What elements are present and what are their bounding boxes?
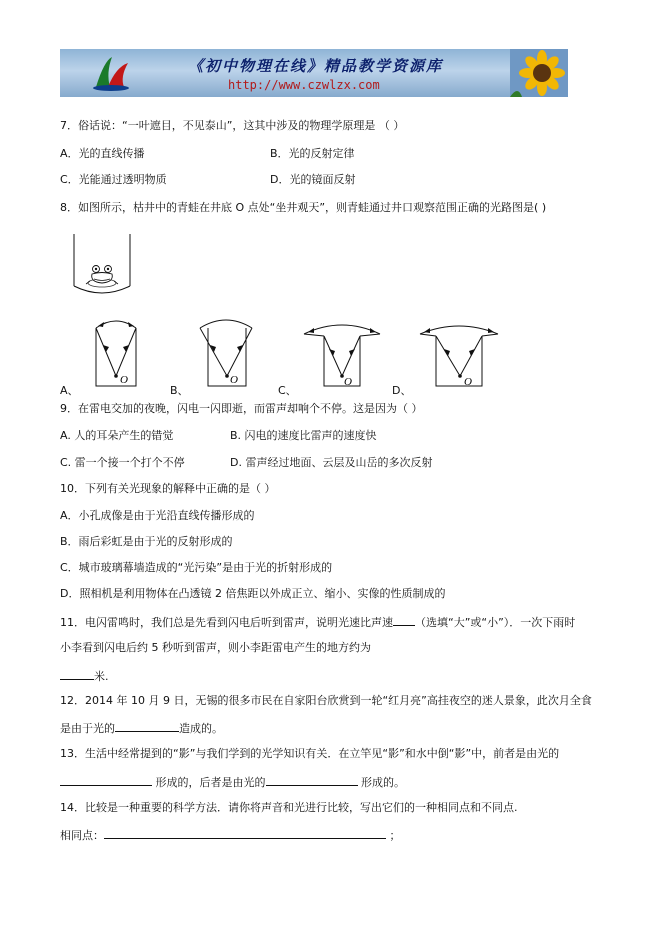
q11-blank-1[interactable]: [393, 614, 415, 626]
q14-stem: 14．比较是一种重要的科学方法．请你将声音和光进行比较，写出它们的一种相同点和不同点.: [60, 801, 518, 814]
logo-icon: [90, 53, 132, 93]
q8-label-b: B、: [170, 384, 189, 397]
q10-option-a: A．小孔成像是由于光沿直线传播形成的: [60, 509, 255, 522]
q8-diagram-d: [412, 312, 512, 392]
point-o-label: O: [464, 376, 472, 388]
q10-option-b: B．雨后彩虹是由于光的反射形成的: [60, 535, 233, 548]
q9-option-d: D. 雷声经过地面、云层及山岳的多次反射: [230, 456, 433, 469]
q13-line2: [60, 774, 405, 790]
well-frog-figure: [70, 232, 136, 300]
q11-part1: 11．电闪雷鸣时，我们总是先看到闪电后听到雷声，说明光速比声速: [60, 616, 393, 629]
q10-option-d: D．照相机是利用物体在凸透镜 2 倍焦距以外成正立、缩小、实像的性质制成的: [60, 587, 446, 600]
q9-option-b: B. 闪电的速度比雷声的速度快: [230, 429, 377, 442]
q10-option-c: C．城市玻璃幕墙造成的“光污染”是由于光的折射形成的: [60, 561, 333, 574]
q13-mid: 形成的，后者是由光的: [155, 776, 266, 789]
sunflower-icon: [510, 49, 568, 97]
q7-option-b: B．光的反射定律: [270, 147, 355, 160]
q12-line2: [60, 720, 223, 736]
q7-option-c: C．光能通过透明物质: [60, 173, 167, 186]
banner-title: 《初中物理在线》精品教学资源库: [188, 57, 444, 75]
banner-url: http://www.czwlzx.com: [228, 78, 380, 92]
point-o-label: O: [120, 374, 128, 386]
point-o-label: O: [344, 376, 352, 388]
q11-blank-2[interactable]: [60, 668, 94, 680]
q11-line1: [60, 614, 575, 630]
q8-stem: 8．如图所示，枯井中的青蛙在井底 O 点处“坐井观天”，则青蛙通过井口观察范围正确的光路图是( ): [60, 201, 547, 214]
q12-line1: 12．2014 年 10 月 9 日，无锡的很多市民在自家阳台欣赏到一轮“红月亮”高挂夜空的迷人景象，此次月全食: [60, 694, 592, 707]
q12-prefix: 是由于光的: [60, 722, 115, 735]
q11-line3: [60, 668, 109, 684]
q11-line2: 小李看到闪电后约 5 秒听到雷声，则小李距雷电产生的地方约为: [60, 641, 371, 654]
q9-option-c: C. 雷一个接一个打个不停: [60, 456, 185, 469]
q14-line2: [60, 827, 401, 843]
q8-diagram-c: [298, 312, 388, 392]
q8-diagram-b: [196, 312, 260, 392]
q8-label-c: C、: [278, 384, 297, 397]
q7-stem: 7．俗话说：“一叶遮目，不见泰山”，这其中涉及的物理学原理是 （ ）: [60, 119, 405, 132]
q8-label-a: A、: [60, 384, 79, 397]
q13-blank-2[interactable]: [266, 774, 358, 786]
point-o-label: O: [230, 374, 238, 386]
q9-stem: 9．在雷电交加的夜晚，闪电一闪即逝，而雷声却响个不停。这是因为（ ）: [60, 402, 423, 415]
q10-stem: 10．下列有关光现象的解释中正确的是（ ）: [60, 482, 276, 495]
q14-label: 相同点：: [60, 829, 104, 842]
q12-suffix: 造成的。: [179, 722, 223, 735]
q12-blank[interactable]: [115, 720, 179, 732]
q8-label-d: D、: [392, 384, 412, 397]
q8-diagram-a: [86, 312, 150, 392]
q11-unit: 米.: [94, 670, 109, 683]
q13-line1: 13．生活中经常提到的“影”与我们学到的光学知识有关．在立竿见“影”和水中倒“影”中，前者是由光的: [60, 747, 560, 760]
q11-part2: （选填“大”或“小”）．一次下雨时: [415, 616, 576, 629]
q7-option-d: D．光的镜面反射: [270, 173, 356, 186]
q13-blank-1[interactable]: [60, 774, 152, 786]
q9-option-a: A. 人的耳朵产生的错觉: [60, 429, 174, 442]
q14-blank[interactable]: [104, 827, 386, 839]
header-banner: [60, 49, 568, 97]
q7-option-a: A．光的直线传播: [60, 147, 145, 160]
q14-end: ；: [389, 829, 401, 842]
q13-end: 形成的。: [361, 776, 405, 789]
